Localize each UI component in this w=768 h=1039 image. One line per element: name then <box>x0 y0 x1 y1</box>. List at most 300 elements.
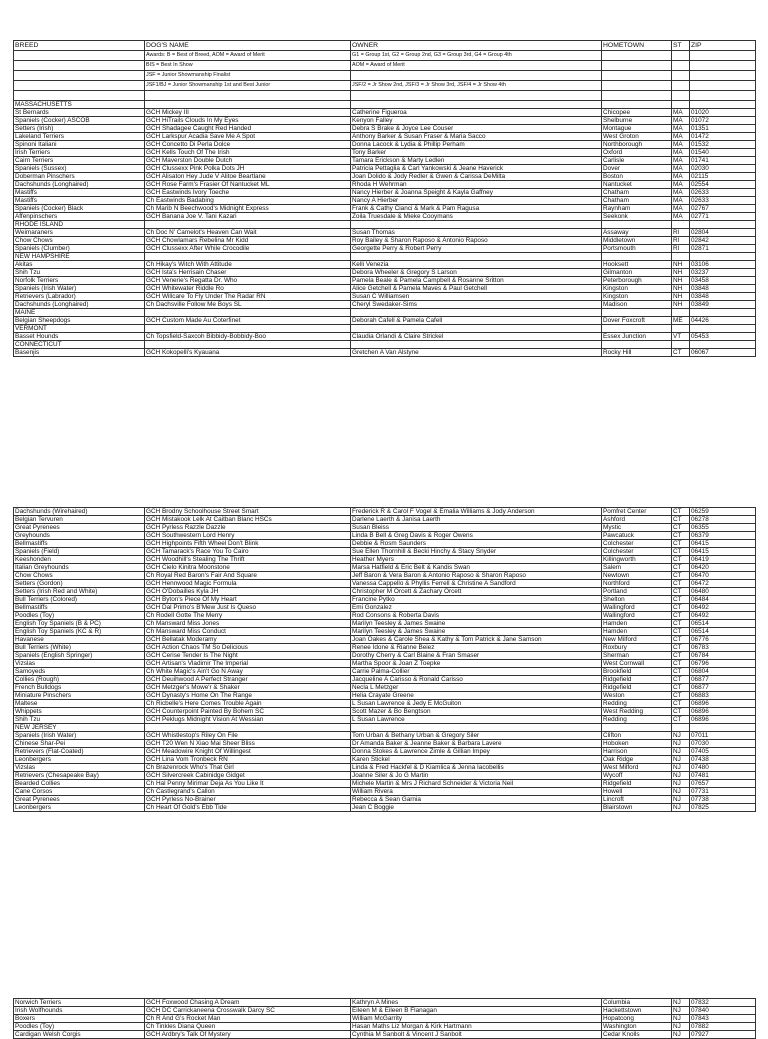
breed-cell: Poodles (Toy) <box>14 612 145 620</box>
zip-cell: 07927 <box>690 1031 756 1039</box>
dog-name-cell: GCH Peklugs Midnight Vision At Wessian <box>145 716 351 724</box>
hometown-cell <box>602 81 672 91</box>
hometown-cell <box>602 253 672 261</box>
state-cell: CT <box>672 516 690 524</box>
owner-cell: Kelli Venezia <box>351 261 602 269</box>
owner-cell: Marilyn Teesley & James Swaine <box>351 628 602 636</box>
hometown-cell: Kingston <box>602 293 672 301</box>
state-cell: NJ <box>672 780 690 788</box>
owner-cell: Nancy Hierber & Joanna Speight & Kayla Gaffney <box>351 189 602 197</box>
state-cell <box>672 101 690 109</box>
zip-cell <box>690 61 756 71</box>
breed-cell: Bull Terriers (White) <box>14 644 145 652</box>
owner-cell: Patricia Pettaglia & Carl Yankowski & Jeane Haverick <box>351 165 602 173</box>
zip-cell: 07825 <box>690 804 756 812</box>
dog-name-cell: Ch Mansward Miss Jones <box>145 620 351 628</box>
table-row <box>14 588 756 596</box>
hometown-cell: Brookfield <box>602 668 672 676</box>
zip-cell <box>690 71 756 81</box>
state-cell: NH <box>672 269 690 277</box>
dog-name-cell: GCH Foxwood Chasing A Dream <box>145 999 351 1007</box>
zip-cell: 06877 <box>690 676 756 684</box>
owner-cell: Rebecca & Sean Garnia <box>351 796 602 804</box>
state-cell: NJ <box>672 1015 690 1023</box>
owner-cell: Dr Amanda Baker & Jeanne Baker & Barbara Lavere <box>351 740 602 748</box>
table-row <box>14 237 756 245</box>
state-cell <box>672 724 690 732</box>
breed-cell: Chow Chows <box>14 572 145 580</box>
dog-name-cell: GCH Chowlamars Rebelina Mr Kidd <box>145 237 351 245</box>
table-row <box>14 668 756 676</box>
state-cell: ME <box>672 317 690 325</box>
owner-cell: Darlene Laerth & Janisa Laerth <box>351 516 602 524</box>
breed-cell: Norfolk Terriers <box>14 277 145 285</box>
table-row <box>14 796 756 804</box>
dog-name-cell: GCH Tamarack's Race You To Cairo <box>145 548 351 556</box>
owner-cell: Gretchen A Van Alstyne <box>351 349 602 357</box>
table-row <box>14 628 756 636</box>
dog-name-cell: GCH Cerise Tender Is The Night <box>145 652 351 660</box>
owner-cell <box>351 341 602 349</box>
breed-cell: Irish Wolfhounds <box>14 1007 145 1015</box>
breed-cell: Great Pyrenees <box>14 524 145 532</box>
dog-name-cell: GCH Banana Joe V. Tani Kazari <box>145 213 351 221</box>
table-row <box>14 516 756 524</box>
zip-cell: 02633 <box>690 197 756 205</box>
table-row <box>14 596 756 604</box>
owner-cell <box>351 325 602 333</box>
table-row <box>14 109 756 117</box>
zip-cell: 07738 <box>690 796 756 804</box>
zip-cell: 07030 <box>690 740 756 748</box>
hometown-cell: Hopatcong <box>602 1015 672 1023</box>
owner-cell: Sue Ellen Thornhill & Becki Hinchy & Stacy Snyder <box>351 548 602 556</box>
breed-cell: Irish Terriers <box>14 149 145 157</box>
table-row <box>14 133 756 141</box>
state-cell: CT <box>672 532 690 540</box>
breed-cell: Belgian Tervuren <box>14 516 145 524</box>
state-cell: CT <box>672 524 690 532</box>
owner-cell: Claudia Orlandi & Claire Strickel <box>351 333 602 341</box>
owner-cell: Joan Oakes & Carole Shea & Kathy & Tom Patrick & Jane Samson <box>351 636 602 644</box>
breed-cell <box>14 91 145 101</box>
state-cell: MA <box>672 205 690 213</box>
state-cell <box>672 253 690 261</box>
dog-name-cell: Ch Rodell Gotte The Merry <box>145 612 351 620</box>
state-cell: CT <box>672 596 690 604</box>
dog-name-cell: GCH Pyrless Razzle Dazzle <box>145 524 351 532</box>
table-row <box>14 301 756 309</box>
dog-name-cell: GCH Counterpoint Painted By Bohem SC <box>145 708 351 716</box>
breed-cell: Spaniels (Sussex) <box>14 165 145 173</box>
dog-name-cell: GCH Mistakook Lelk At Caitban Blanc HSCs <box>145 516 351 524</box>
owner-cell: Kathryn A Mines <box>351 999 602 1007</box>
state-cell: NH <box>672 301 690 309</box>
table-row <box>14 716 756 724</box>
hometown-cell: Redding <box>602 700 672 708</box>
dog-name-cell: GCH Brodny Schoolhouse Street Smart <box>145 508 351 516</box>
owner-cell: Susan Thomas <box>351 229 602 237</box>
zip-cell: 06480 <box>690 588 756 596</box>
zip-cell: 06470 <box>690 572 756 580</box>
zip-cell: 06896 <box>690 700 756 708</box>
breed-cell: Doberman Pinschers <box>14 173 145 181</box>
hometown-cell: Wallingford <box>602 604 672 612</box>
table-row <box>14 213 756 221</box>
table-row <box>14 277 756 285</box>
hometown-cell: Blairstown <box>602 804 672 812</box>
hometown-cell: Hamden <box>602 620 672 628</box>
zip-cell: 01741 <box>690 157 756 165</box>
breed-cell: Setters (Irish) <box>14 125 145 133</box>
state-heading-row <box>14 341 756 349</box>
owner-cell: Cynthia M Sanbolt & Vincent J Sanbolt <box>351 1031 602 1039</box>
state-heading-row <box>14 101 756 109</box>
breed-cell: Bearded Collies <box>14 780 145 788</box>
table-row <box>14 508 756 516</box>
hometown-cell: Harrison <box>602 748 672 756</box>
dog-name-cell: Ch Royal Red Baron's Fair And Square <box>145 572 351 580</box>
dog-name-cell: GCH Concetto Di Perla Dolce <box>145 141 351 149</box>
hometown-cell: Carlisle <box>602 157 672 165</box>
owner-cell: Jacqueline A Carisso & Ronald Carisso <box>351 676 602 684</box>
owner-cell: Jeff Baron & Vera Baron & Antonio Raposo & Sharon Raposo <box>351 572 602 580</box>
hometown-cell: Rocky Hill <box>602 349 672 357</box>
breed-cell <box>14 51 145 61</box>
hometown-cell: Portland <box>602 588 672 596</box>
hometown-cell: Dover Foxcroft <box>602 317 672 325</box>
breed-cell: Retrievers (Flat-Coated) <box>14 748 145 756</box>
state-cell: NJ <box>672 740 690 748</box>
zip-cell: 02842 <box>690 237 756 245</box>
owner-cell: Tom Urban & Bethany Urban & Gregory Siler <box>351 732 602 740</box>
breed-cell: MAINE <box>14 309 145 317</box>
hometown-cell: Portsmouth <box>602 245 672 253</box>
state-cell: NJ <box>672 756 690 764</box>
breed-cell: Chow Chows <box>14 237 145 245</box>
owner-cell <box>351 309 602 317</box>
table-row <box>14 740 756 748</box>
owner-cell: Alice Getchell & Pamela Maves & Paul Getchell <box>351 285 602 293</box>
dog-name-cell: Ch Topsfield-Saxcoh Bibbidy-Bobbidy-Boo <box>145 333 351 341</box>
breed-cell: Leonbergers <box>14 756 145 764</box>
hometown-cell: Ashford <box>602 516 672 524</box>
dog-name-cell: GCH Mickey III <box>145 109 351 117</box>
hometown-cell: Hackettstown <box>602 1007 672 1015</box>
breed-cell: French Bulldogs <box>14 684 145 692</box>
zip-cell: 02115 <box>690 173 756 181</box>
state-cell: CT <box>672 580 690 588</box>
show-results-table-page-middle <box>13 507 756 812</box>
zip-cell: 07011 <box>690 732 756 740</box>
zip-cell: 06259 <box>690 508 756 516</box>
zip-cell: 06776 <box>690 636 756 644</box>
table-row <box>14 556 756 564</box>
breed-cell: Miniature Pinschers <box>14 692 145 700</box>
hometown-cell: Redding <box>602 716 672 724</box>
breed-cell: Spaniels (Field) <box>14 548 145 556</box>
state-cell: NJ <box>672 1031 690 1039</box>
breed-cell: Akitas <box>14 261 145 269</box>
dog-name-cell: GCH Maverston Double Dutch <box>145 157 351 165</box>
zip-cell: 02767 <box>690 205 756 213</box>
zip-cell <box>690 221 756 229</box>
dog-name-cell: GCH Shadagee Caught Red Handed <box>145 125 351 133</box>
table-row <box>14 780 756 788</box>
zip-cell: 02804 <box>690 229 756 237</box>
owner-cell: Eileen M & Eileen B Flanagan <box>351 1007 602 1015</box>
owner-cell: AOM = Award of Merit <box>351 61 602 71</box>
owner-cell <box>351 101 602 109</box>
table-row <box>14 524 756 532</box>
hometown-cell <box>602 221 672 229</box>
table-row <box>14 349 756 357</box>
hometown-cell: Washington <box>602 1023 672 1031</box>
dog-name-cell: GCH Willcare To Fly Under The Radar RN <box>145 293 351 301</box>
zip-cell: 07832 <box>690 999 756 1007</box>
breed-cell: Leonbergers <box>14 804 145 812</box>
state-cell: CT <box>672 564 690 572</box>
breed-cell: Spaniels (Cocker) ASCOB <box>14 117 145 125</box>
owner-cell: Marsa Hatfield & Eric Belt & Kandis Swan <box>351 564 602 572</box>
hometown-cell: Nantucket <box>602 181 672 189</box>
state-cell: NH <box>672 261 690 269</box>
zip-cell: 06883 <box>690 692 756 700</box>
dog-name-cell: GCH Deuihwood A Perfect Stranger <box>145 676 351 684</box>
owner-cell: Martha Spoor & Joan Z Toepke <box>351 660 602 668</box>
state-cell: MA <box>672 125 690 133</box>
dog-name-cell <box>145 724 351 732</box>
zip-cell: 01540 <box>690 149 756 157</box>
table-row <box>14 1031 756 1039</box>
breed-cell: Italian Greyhounds <box>14 564 145 572</box>
table-row <box>14 636 756 644</box>
breed-cell: Retrievers (Chesapeake Bay) <box>14 772 145 780</box>
dog-name-cell: GCH HiTrails Clouds In My Eyes <box>145 117 351 125</box>
hometown-cell: West Milford <box>602 764 672 772</box>
table-row <box>14 700 756 708</box>
owner-cell: Necla L Metzger <box>351 684 602 692</box>
table-row <box>14 620 756 628</box>
hometown-cell: Wycoff <box>602 772 672 780</box>
hometown-cell <box>602 325 672 333</box>
dog-name-cell: JSF1/BJ = Junior Showmanship 1st and Best Junior <box>145 81 351 91</box>
table-row <box>14 999 756 1007</box>
owner-cell: Francine Pytko <box>351 596 602 604</box>
hometown-cell <box>602 61 672 71</box>
state-heading-row <box>14 309 756 317</box>
hometown-cell: Hoboken <box>602 740 672 748</box>
zip-cell: 06804 <box>690 668 756 676</box>
owner-cell: G1 = Group 1st, G2 = Group 2nd, G3 = Group 3rd, G4 = Group 4th <box>351 51 602 61</box>
table-row <box>14 676 756 684</box>
zip-cell: 06355 <box>690 524 756 532</box>
state-heading-row <box>14 724 756 732</box>
zip-cell <box>690 81 756 91</box>
table-row <box>14 197 756 205</box>
state-cell: NJ <box>672 748 690 756</box>
state-cell: CT <box>672 676 690 684</box>
owner-cell: Christopher M Orcett & Zachary Orcett <box>351 588 602 596</box>
hometown-cell <box>602 71 672 81</box>
dog-name-cell: GCH Action Chaos TM So Delicious <box>145 644 351 652</box>
breed-cell: Lakeland Terriers <box>14 133 145 141</box>
hometown-cell: Madison <box>602 301 672 309</box>
state-cell: ST <box>672 41 690 51</box>
hometown-cell: Oxford <box>602 149 672 157</box>
hometown-cell: Salem <box>602 564 672 572</box>
dog-name-cell: GCH Custom Made Au Coterfinet <box>145 317 351 325</box>
table-row <box>14 181 756 189</box>
zip-cell: 01532 <box>690 141 756 149</box>
zip-cell: 06877 <box>690 684 756 692</box>
breed-cell: Shih Tzu <box>14 716 145 724</box>
zip-cell: 06796 <box>690 660 756 668</box>
owner-cell: Helia Crayate Greene <box>351 692 602 700</box>
owner-cell: Rhoda H Wehrman <box>351 181 602 189</box>
breed-cell: Dachshunds (Wirehaired) <box>14 508 145 516</box>
table-row <box>14 1015 756 1023</box>
table-row <box>14 612 756 620</box>
zip-cell <box>690 91 756 101</box>
dog-name-cell: GCH Byton's Piece Of My Heart <box>145 596 351 604</box>
state-cell: NH <box>672 285 690 293</box>
state-cell: CT <box>672 612 690 620</box>
dog-name-cell: GCH Eastwinds Ivory Toeche <box>145 189 351 197</box>
breed-cell: NEW JERSEY <box>14 724 145 732</box>
state-cell: CT <box>672 628 690 636</box>
state-cell: VT <box>672 333 690 341</box>
table-row <box>14 644 756 652</box>
hometown-cell: West Groton <box>602 133 672 141</box>
zip-cell: 07481 <box>690 772 756 780</box>
dog-name-cell <box>145 91 351 101</box>
zip-cell: 06420 <box>690 564 756 572</box>
state-cell: CT <box>672 349 690 357</box>
table-row <box>14 604 756 612</box>
table-row <box>14 660 756 668</box>
hometown-cell: Sherman <box>602 652 672 660</box>
owner-cell: Susan Bleiss <box>351 524 602 532</box>
dog-name-cell: Ch Dachsville Follow Me Boys SL <box>145 301 351 309</box>
dog-name-cell: GCH Whistlestop's Riley On File <box>145 732 351 740</box>
hometown-cell: Newtown <box>602 572 672 580</box>
hometown-cell: Clifton <box>602 732 672 740</box>
state-cell: NJ <box>672 999 690 1007</box>
hometown-cell: Shelburne <box>602 117 672 125</box>
dog-name-cell: GCH Clussexx After While Crocodile <box>145 245 351 253</box>
breed-cell: Shih Tzu <box>14 269 145 277</box>
table-row <box>14 1007 756 1015</box>
breed-cell: RHODE ISLAND <box>14 221 145 229</box>
state-cell <box>672 309 690 317</box>
owner-cell: Donna Stokes & Lawrence Zimle & Gillian Impey <box>351 748 602 756</box>
hometown-cell: Ridgefield <box>602 780 672 788</box>
state-cell: MA <box>672 181 690 189</box>
hometown-cell: Ridgefield <box>602 684 672 692</box>
table-row <box>14 804 756 812</box>
breed-cell: Spaniels (Clumber) <box>14 245 145 253</box>
breed-cell: Affenpinschers <box>14 213 145 221</box>
legend-row <box>14 61 756 71</box>
breed-cell: Whippets <box>14 708 145 716</box>
owner-cell: Frank & Cathy Cianci & Mark & Pam Ragusa <box>351 205 602 213</box>
state-cell: MA <box>672 189 690 197</box>
breed-cell: Collies (Rough) <box>14 676 145 684</box>
state-cell: MA <box>672 141 690 149</box>
hometown-cell: Raynham <box>602 205 672 213</box>
state-cell: CT <box>672 660 690 668</box>
state-cell: MA <box>672 173 690 181</box>
owner-cell <box>351 253 602 261</box>
zip-cell: 06472 <box>690 580 756 588</box>
breed-cell: St Bernards <box>14 109 145 117</box>
hometown-cell: Middletown <box>602 237 672 245</box>
owner-cell: Carrie Palma-Collier <box>351 668 602 676</box>
owner-cell: OWNER <box>351 41 602 51</box>
dog-name-cell: GCH Rose Farm's Frasier Of Nantucket ML <box>145 181 351 189</box>
dog-name-cell: Ch Mansward Miss Conduct <box>145 628 351 636</box>
dog-name-cell: GCH DC Carrickaneena Crosswalk Darcy SC <box>145 1007 351 1015</box>
hometown-cell: Kingston <box>602 285 672 293</box>
state-cell: MA <box>672 149 690 157</box>
dog-name-cell <box>145 221 351 229</box>
hometown-cell: Montague <box>602 125 672 133</box>
owner-cell: Karen Stickel <box>351 756 602 764</box>
state-cell: CT <box>672 636 690 644</box>
dog-name-cell: GCH Metzger's Mowe'r & Shaker <box>145 684 351 692</box>
zip-cell: 03849 <box>690 301 756 309</box>
legend-row <box>14 51 756 61</box>
zip-cell: 07731 <box>690 788 756 796</box>
table-row <box>14 285 756 293</box>
owner-cell <box>351 724 602 732</box>
breed-cell: Vizslas <box>14 660 145 668</box>
breed-cell: Greyhounds <box>14 532 145 540</box>
breed-cell: BREED <box>14 41 145 51</box>
zip-cell: 01351 <box>690 125 756 133</box>
table-row <box>14 772 756 780</box>
breed-cell: Retrievers (Labrador) <box>14 293 145 301</box>
state-cell: NJ <box>672 764 690 772</box>
dog-name-cell <box>145 341 351 349</box>
zip-cell: 01472 <box>690 133 756 141</box>
dog-name-cell: Ch Ricbelle's Here Comes Trouble Again <box>145 700 351 708</box>
zip-cell <box>690 101 756 109</box>
breed-cell: Great Pyrenees <box>14 796 145 804</box>
breed-cell: Havanese <box>14 636 145 644</box>
dog-name-cell: GCH Larkspur Acadia Save Me A Spot <box>145 133 351 141</box>
zip-cell: 01072 <box>690 117 756 125</box>
dog-name-cell: Ch Hal Penny Mirimar Deja As You Like It <box>145 780 351 788</box>
state-cell: MA <box>672 109 690 117</box>
owner-cell: Renee Idone & Rianne Beiez <box>351 644 602 652</box>
hometown-cell: West Redding <box>602 708 672 716</box>
dog-name-cell <box>145 325 351 333</box>
hometown-cell: Cedar Knolls <box>602 1031 672 1039</box>
owner-cell: Linda & Fred Hackfel & D Kiamlica & Jenna Iacobellis <box>351 764 602 772</box>
dog-name-cell: GCH Kells Touch Of The Irish <box>145 149 351 157</box>
breed-cell: Keeshonden <box>14 556 145 564</box>
zip-cell: 06278 <box>690 516 756 524</box>
show-results-table-page-top <box>13 40 756 357</box>
state-cell: NH <box>672 293 690 301</box>
zip-cell: 05453 <box>690 333 756 341</box>
breed-cell: Vizslas <box>14 764 145 772</box>
header-row <box>14 41 756 51</box>
table-row <box>14 293 756 301</box>
dog-name-cell: GCH Lina Vom Tronbeck RN <box>145 756 351 764</box>
